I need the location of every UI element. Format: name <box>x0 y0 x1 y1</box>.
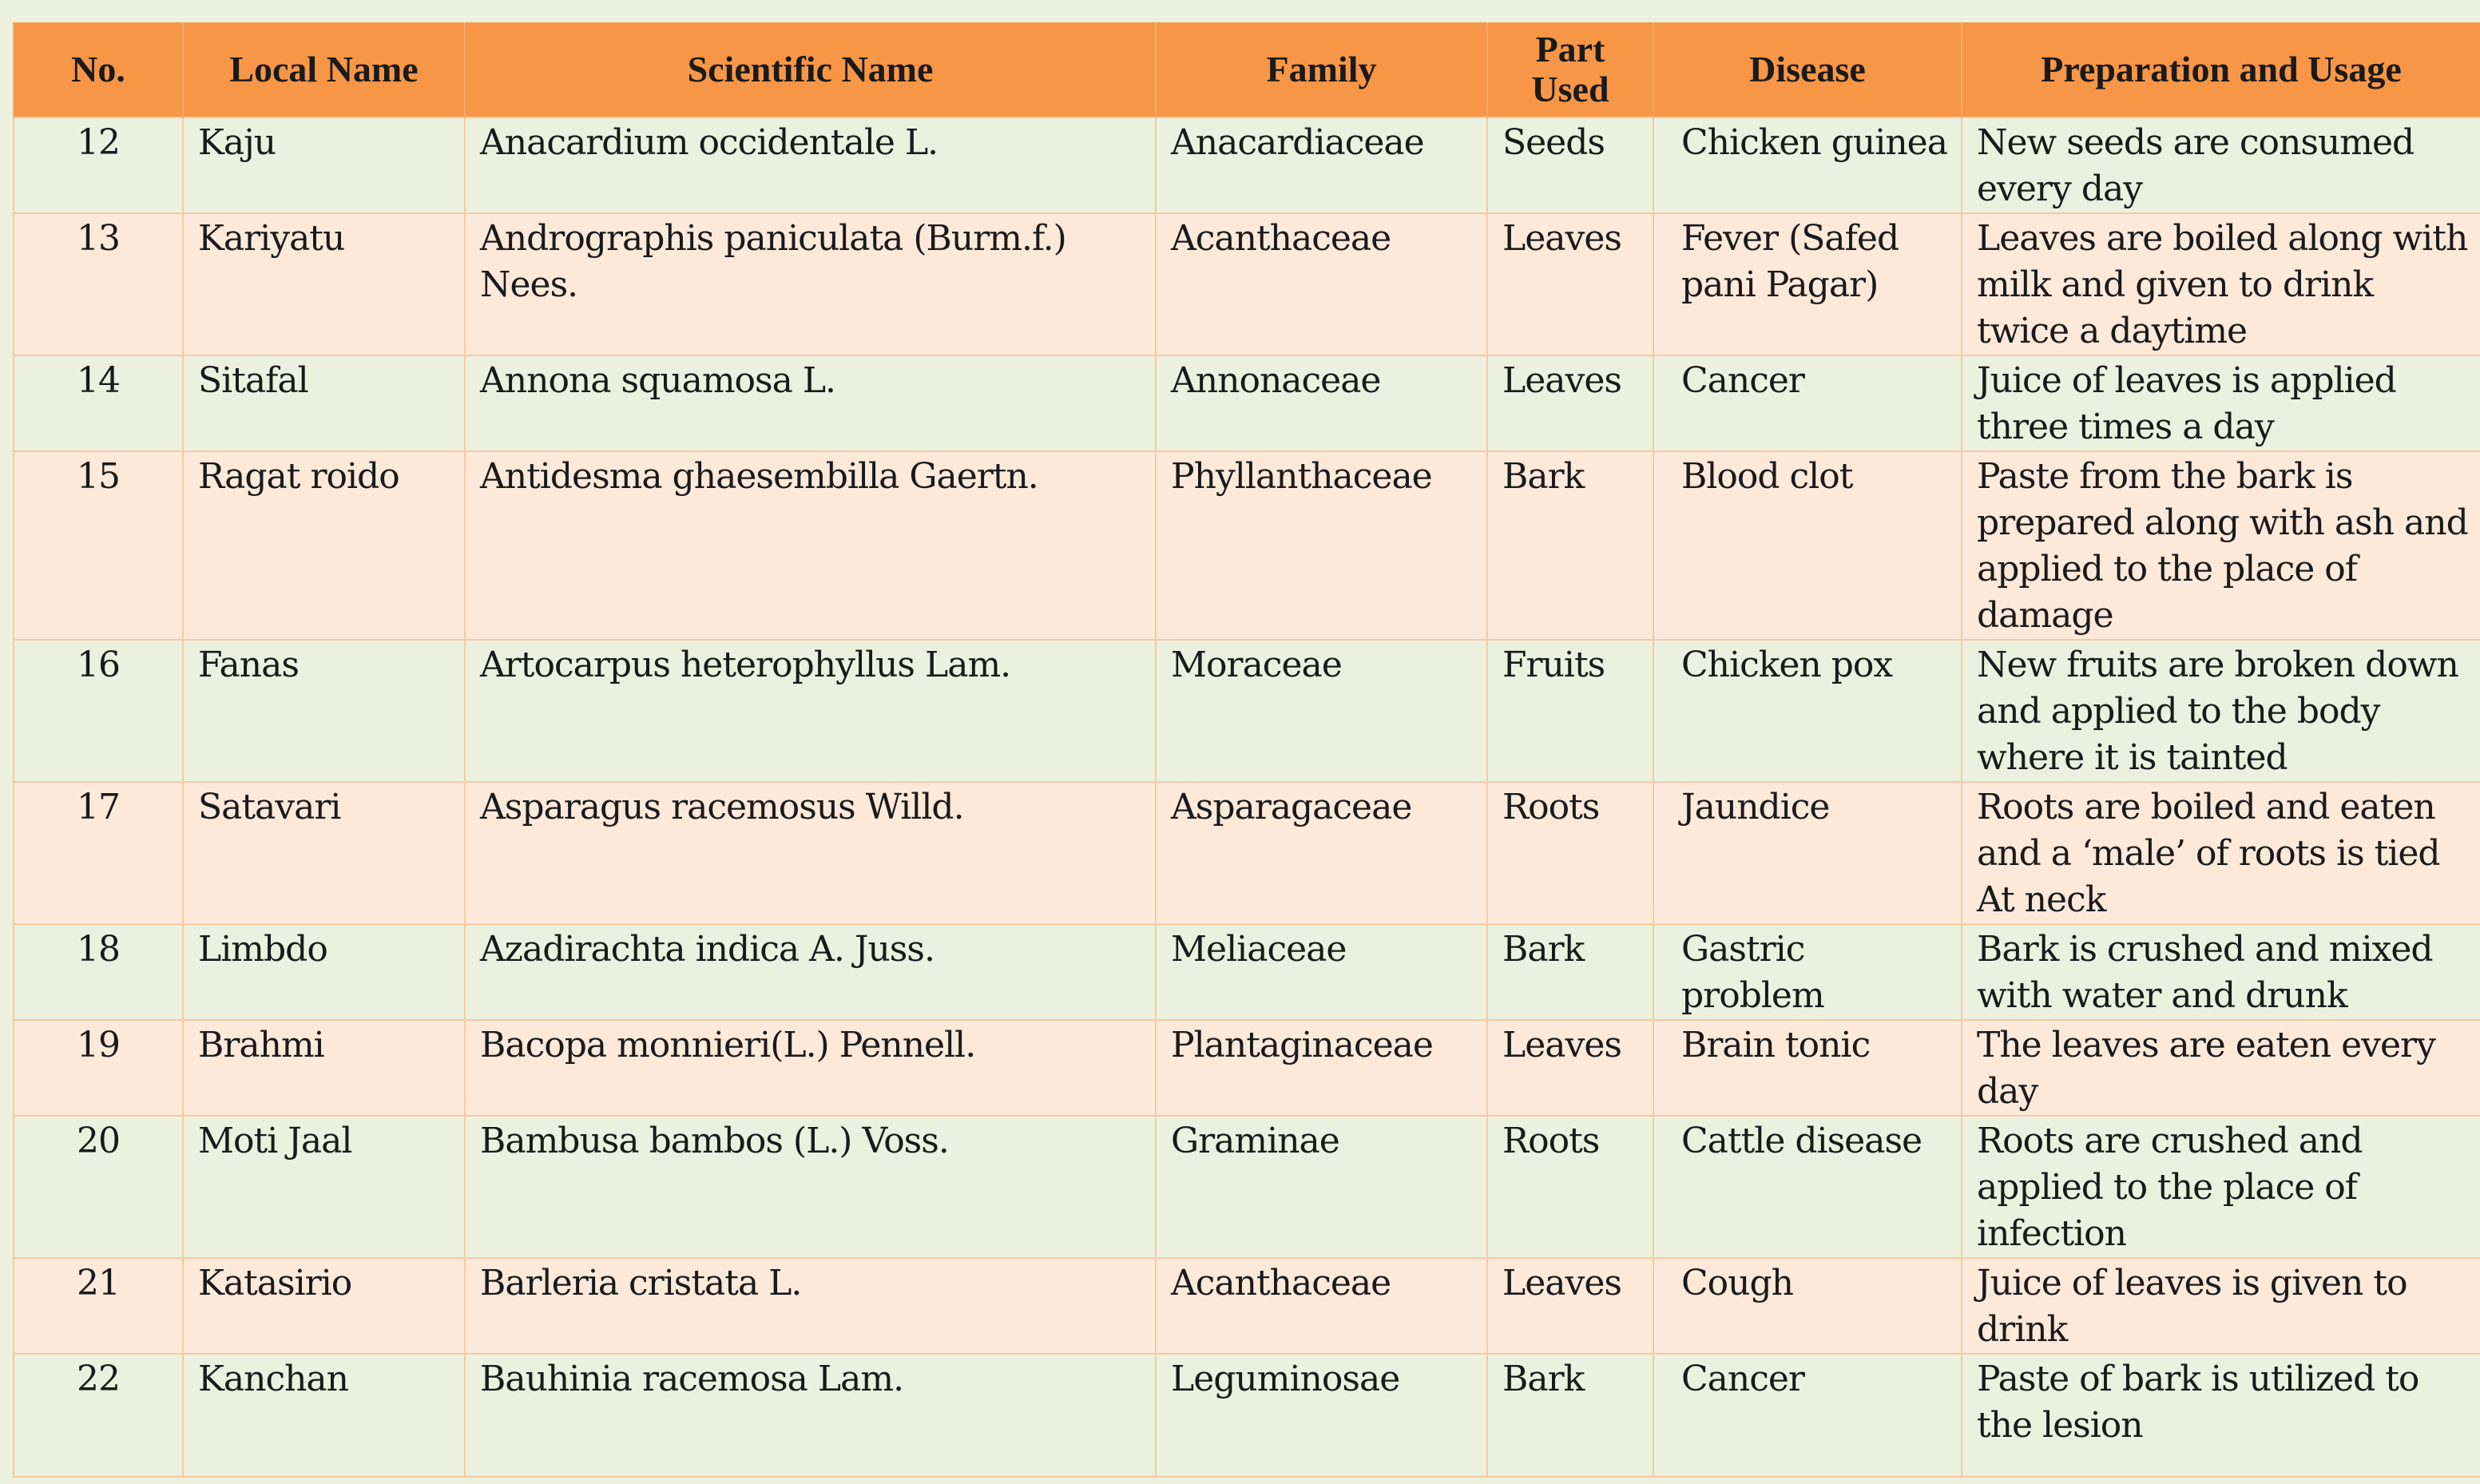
cell-preparation: Leaves are boiled along with milk and given to drink twice a daytime <box>1962 213 2480 355</box>
cell-preparation: Paste of bark is utilized to the lesion <box>1962 1354 2480 1477</box>
table-row <box>14 213 2480 355</box>
table-row <box>14 924 2480 1020</box>
table-row <box>14 117 2480 213</box>
cell-preparation: Bark is crushed and mixed with water and drunk <box>1962 924 2480 1020</box>
cell-local-name: Brahmi <box>183 1020 465 1116</box>
cell-part-used: Bark <box>1487 451 1653 640</box>
header-preparation: Preparation and Usage <box>1962 22 2480 117</box>
header-scientific-name: Scientific Name <box>465 22 1156 117</box>
table-row <box>14 1354 2480 1477</box>
cell-preparation: Juice of leaves is applied three times a day <box>1962 355 2480 451</box>
cell-no: 13 <box>14 213 183 355</box>
cell-disease: Cancer <box>1653 355 1962 451</box>
cell-preparation: New seeds are consumed every day <box>1962 117 2480 213</box>
cell-no: 12 <box>14 117 183 213</box>
cell-preparation: Paste from the bark is prepared along with ash and applied to the place of damage <box>1962 451 2480 640</box>
cell-family: Acanthaceae <box>1156 213 1487 355</box>
cell-scientific-name: Azadirachta indica A. Juss. <box>465 924 1156 1020</box>
cell-family: Moraceae <box>1156 640 1487 782</box>
cell-local-name: Sitafal <box>183 355 465 451</box>
cell-scientific-name: Antidesma ghaesembilla Gaertn. <box>465 451 1156 640</box>
cell-disease: Blood clot <box>1653 451 1962 640</box>
table-row <box>14 1020 2480 1116</box>
cell-disease: Cough <box>1653 1258 1962 1354</box>
cell-local-name: Kaju <box>183 117 465 213</box>
cell-no: 18 <box>14 924 183 1020</box>
cell-no: 19 <box>14 1020 183 1116</box>
cell-local-name: Fanas <box>183 640 465 782</box>
cell-local-name: Ragat roido <box>183 451 465 640</box>
cell-disease: Jaundice <box>1653 782 1962 924</box>
table-row <box>14 1116 2480 1258</box>
cell-family: Leguminosae <box>1156 1354 1487 1477</box>
cell-part-used: Leaves <box>1487 1020 1653 1116</box>
cell-family: Anacardiaceae <box>1156 117 1487 213</box>
cell-part-used: Leaves <box>1487 213 1653 355</box>
cell-preparation: Roots are crushed and applied to the place of infection <box>1962 1116 2480 1258</box>
table-row <box>14 355 2480 451</box>
cell-scientific-name: Bauhinia racemosa Lam. <box>465 1354 1156 1477</box>
medicinal-plants-table <box>13 22 2480 1478</box>
cell-local-name: Katasirio <box>183 1258 465 1354</box>
cell-disease: Cancer <box>1653 1354 1962 1477</box>
cell-local-name: Kariyatu <box>183 213 465 355</box>
cell-scientific-name: Artocarpus heterophyllus Lam. <box>465 640 1156 782</box>
cell-part-used: Leaves <box>1487 355 1653 451</box>
header-disease: Disease <box>1653 22 1962 117</box>
cell-part-used: Bark <box>1487 1354 1653 1477</box>
cell-no: 14 <box>14 355 183 451</box>
cell-preparation: Juice of leaves is given to drink <box>1962 1258 2480 1354</box>
table-row <box>14 451 2480 640</box>
cell-part-used: Bark <box>1487 924 1653 1020</box>
cell-disease: Fever (Safed pani Pagar) <box>1653 213 1962 355</box>
cell-disease: Cattle disease <box>1653 1116 1962 1258</box>
cell-disease: Chicken pox <box>1653 640 1962 782</box>
cell-family: Annonaceae <box>1156 355 1487 451</box>
cell-local-name: Satavari <box>183 782 465 924</box>
table-row <box>14 640 2480 782</box>
cell-disease: Gastric problem <box>1653 924 1962 1020</box>
header-part-used: Part Used <box>1487 22 1653 117</box>
cell-no: 15 <box>14 451 183 640</box>
cell-family: Acanthaceae <box>1156 1258 1487 1354</box>
header-local-name: Local Name <box>183 22 465 117</box>
cell-preparation: New fruits are broken down and applied to the body where it is tainted <box>1962 640 2480 782</box>
cell-family: Plantaginaceae <box>1156 1020 1487 1116</box>
cell-no: 21 <box>14 1258 183 1354</box>
cell-part-used: Seeds <box>1487 117 1653 213</box>
cell-family: Phyllanthaceae <box>1156 451 1487 640</box>
cell-no: 17 <box>14 782 183 924</box>
table-row <box>14 782 2480 924</box>
cell-no: 20 <box>14 1116 183 1258</box>
table-row <box>14 1258 2480 1354</box>
cell-scientific-name: Annona squamosa L. <box>465 355 1156 451</box>
cell-family: Graminae <box>1156 1116 1487 1258</box>
cell-scientific-name: Bacopa monnieri(L.) Pennell. <box>465 1020 1156 1116</box>
cell-scientific-name: Barleria cristata L. <box>465 1258 1156 1354</box>
cell-part-used: Roots <box>1487 782 1653 924</box>
cell-family: Meliaceae <box>1156 924 1487 1020</box>
cell-local-name: Kanchan <box>183 1354 465 1477</box>
cell-local-name: Limbdo <box>183 924 465 1020</box>
cell-part-used: Fruits <box>1487 640 1653 782</box>
cell-scientific-name: Bambusa bambos (L.) Voss. <box>465 1116 1156 1258</box>
plant-table-container <box>13 22 2480 1478</box>
cell-scientific-name: Andrographis paniculata (Burm.f.) Nees. <box>465 213 1156 355</box>
cell-preparation: The leaves are eaten every day <box>1962 1020 2480 1116</box>
cell-scientific-name: Anacardium occidentale L. <box>465 117 1156 213</box>
cell-local-name: Moti Jaal <box>183 1116 465 1258</box>
table-header-row <box>14 22 2480 117</box>
cell-part-used: Leaves <box>1487 1258 1653 1354</box>
cell-preparation: Roots are boiled and eaten and a ‘male’ of roots is tied At neck <box>1962 782 2480 924</box>
header-no: No. <box>14 22 183 117</box>
cell-disease: Chicken guinea <box>1653 117 1962 213</box>
header-family: Family <box>1156 22 1487 117</box>
cell-scientific-name: Asparagus racemosus Willd. <box>465 782 1156 924</box>
cell-family: Asparagaceae <box>1156 782 1487 924</box>
cell-no: 22 <box>14 1354 183 1477</box>
cell-no: 16 <box>14 640 183 782</box>
cell-disease: Brain tonic <box>1653 1020 1962 1116</box>
cell-part-used: Roots <box>1487 1116 1653 1258</box>
